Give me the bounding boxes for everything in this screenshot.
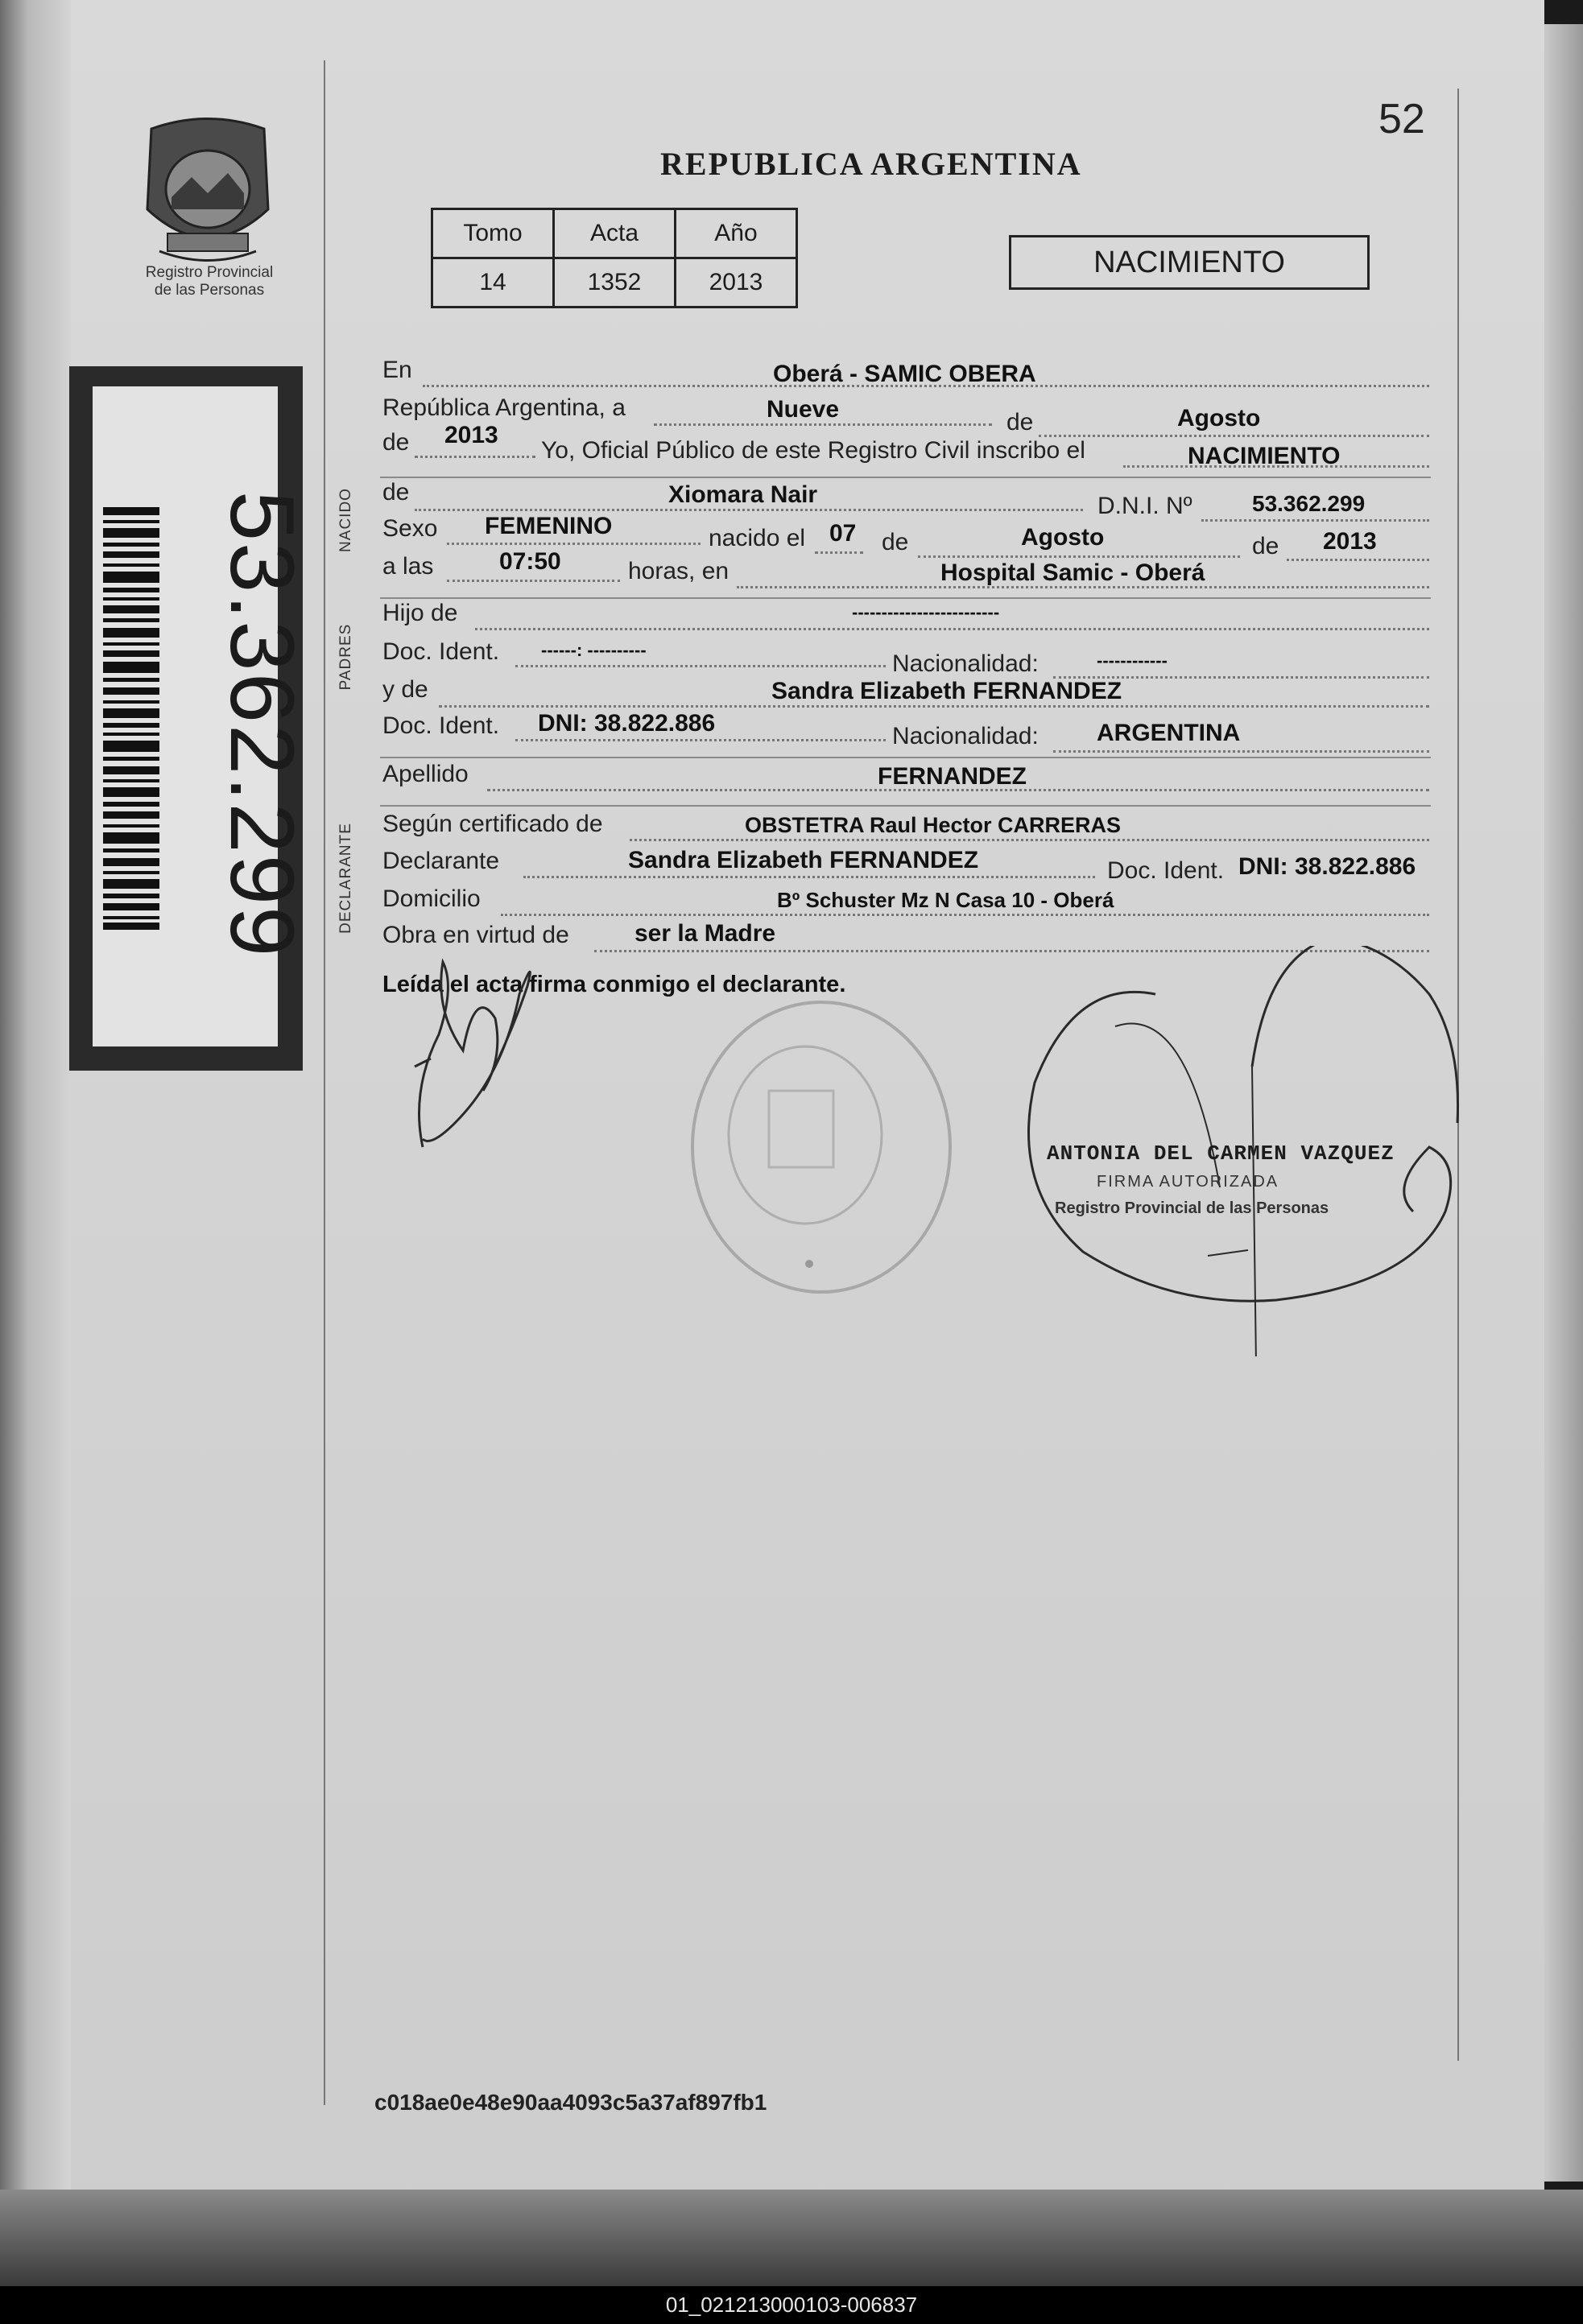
side-label-nacido: NACIDO	[337, 488, 354, 552]
label-y-de: y de	[382, 676, 428, 703]
registry-label-line2: de las Personas	[154, 282, 265, 299]
side-label-padres: PADRES	[337, 623, 354, 691]
label-dni: D.N.I. Nº	[1097, 493, 1192, 519]
value-madre-nacionalidad: ARGENTINA	[1097, 720, 1241, 746]
label-doc-ident-declarante: Doc. Ident.	[1107, 857, 1225, 884]
label-apellido: Apellido	[382, 761, 469, 787]
register-table-header-row	[432, 209, 797, 258]
table-value-tomo: 14	[432, 258, 554, 308]
table-header-acta: Acta	[554, 209, 676, 258]
document-type-box: NACIMIENTO	[1009, 235, 1370, 290]
label-de-nombre: de	[382, 479, 410, 506]
value-declarante: Sandra Elizabeth FERNANDEZ	[628, 847, 979, 873]
value-padre-doc: ------: ----------	[541, 640, 647, 660]
side-label-declarante: DECLARANTE	[337, 823, 354, 934]
table-header-anio: Año	[676, 209, 797, 258]
divider-nacido	[380, 477, 1431, 478]
dotted-line	[501, 914, 1429, 916]
dotted-line	[1053, 750, 1429, 753]
label-de-anio: de	[382, 429, 410, 456]
registry-label-line1: Registro Provincial	[145, 264, 274, 281]
dotted-line	[447, 580, 620, 582]
page-title: REPUBLICA ARGENTINA	[660, 146, 1082, 182]
label-domicilio: Domicilio	[382, 885, 481, 912]
right-page-edge	[1544, 24, 1583, 2182]
table-value-anio: 2013	[676, 258, 797, 308]
label-hijo-de: Hijo de	[382, 600, 458, 626]
dotted-line	[523, 876, 1095, 878]
dotted-line	[1287, 559, 1429, 561]
value-madre-doc: DNI: 38.822.886	[538, 710, 716, 737]
value-padre: -------------------------	[852, 602, 1000, 622]
dotted-line	[815, 551, 863, 554]
value-padre-nacionalidad: ------------	[1097, 650, 1168, 671]
official-stamp	[684, 994, 958, 1300]
label-yo-oficial: Yo, Oficial Público de este Registro Civil inscribo el	[541, 437, 1085, 464]
label-nacionalidad-padre: Nacionalidad:	[892, 650, 1039, 677]
bottom-shadow	[0, 2190, 1583, 2286]
label-sexo: Sexo	[382, 515, 438, 542]
divider-declarante	[380, 805, 1431, 807]
dotted-line	[654, 423, 992, 426]
left-margin-line	[324, 60, 325, 2105]
dotted-line	[415, 509, 1083, 511]
register-table-value-row	[432, 258, 797, 308]
dotted-line	[475, 628, 1429, 630]
value-mes-inscripcion: Agosto	[1177, 405, 1261, 431]
dotted-line	[918, 555, 1240, 558]
page-number: 52	[1378, 96, 1425, 142]
value-lugar: Oberá - SAMIC OBERA	[773, 361, 1036, 387]
dotted-line	[630, 839, 1429, 841]
label-de-anio-nac: de	[1252, 533, 1279, 559]
table-value-acta: 1352	[554, 258, 676, 308]
label-obra-virtud: Obra en virtud de	[382, 922, 569, 948]
value-certificado: OBSTETRA Raul Hector CARRERAS	[745, 813, 1122, 837]
declarant-signature	[407, 938, 544, 1163]
value-domicilio: Bº Schuster Mz N Casa 10 - Oberá	[777, 888, 1114, 912]
registry-label	[125, 264, 294, 299]
dotted-line	[515, 665, 886, 667]
value-anio-inscripcion: 2013	[444, 422, 498, 448]
value-sexo: FEMENINO	[485, 513, 613, 539]
label-horas-en: horas, en	[628, 558, 730, 584]
label-de-mes: de	[1006, 409, 1034, 435]
dotted-line	[1201, 519, 1429, 522]
dotted-line	[415, 456, 535, 458]
authority-role: FIRMA AUTORIZADA	[1097, 1173, 1279, 1191]
barcode-icon	[103, 507, 159, 930]
label-doc-ident-madre: Doc. Ident.	[382, 712, 500, 739]
label-declarante: Declarante	[382, 848, 500, 874]
dotted-line	[447, 543, 701, 545]
table-header-tomo: Tomo	[432, 209, 554, 258]
label-republica: República Argentina, a	[382, 394, 626, 421]
dotted-line	[515, 739, 886, 741]
label-a-las: a las	[382, 553, 434, 580]
closing-statement: Leída el acta firma conmigo el declarante.	[382, 972, 846, 997]
value-anio-nac: 2013	[1323, 528, 1377, 555]
value-lugar-nac: Hospital Samic - Oberá	[940, 559, 1205, 586]
footer-code: 01_021213000103-006837	[665, 2293, 918, 2317]
value-madre: Sandra Elizabeth FERNANDEZ	[771, 678, 1122, 704]
provincial-seal-icon	[135, 113, 280, 266]
dotted-line	[439, 705, 1429, 708]
divider-apellido	[380, 757, 1431, 758]
label-nacido-el: nacido el	[709, 525, 806, 551]
document-hash: c018ae0e48e90aa4093c5a37af897fb1	[374, 2090, 767, 2115]
value-dni: 53.362.299	[1252, 491, 1366, 516]
value-tipo: NACIMIENTO	[1188, 443, 1341, 469]
value-hora: 07:50	[499, 548, 561, 575]
value-declarante-doc: DNI: 38.822.886	[1238, 853, 1416, 880]
authority-name: ANTONIA DEL CARMEN VAZQUEZ	[1047, 1141, 1395, 1166]
divider-padres	[380, 597, 1431, 599]
value-obra-virtud: ser la Madre	[634, 920, 776, 947]
label-nacionalidad-madre: Nacionalidad:	[892, 723, 1039, 749]
register-table	[431, 208, 798, 308]
value-dia-nac: 07	[829, 520, 857, 547]
left-page-edge	[0, 0, 71, 2190]
value-nombre: Xiomara Nair	[668, 481, 818, 508]
dotted-line	[1039, 435, 1429, 437]
label-de-mes-nac: de	[882, 529, 909, 555]
sticker-id-number: 53.362.299	[212, 490, 312, 959]
label-doc-ident-padre: Doc. Ident.	[382, 638, 500, 665]
value-dia-inscripcion: Nueve	[767, 396, 840, 423]
authority-org: Registro Provincial de las Personas	[1055, 1199, 1329, 1217]
label-segun-certificado: Según certificado de	[382, 811, 603, 837]
value-apellido: FERNANDEZ	[878, 763, 1027, 790]
label-en: En	[382, 357, 412, 383]
value-mes-nac: Agosto	[1021, 524, 1105, 551]
